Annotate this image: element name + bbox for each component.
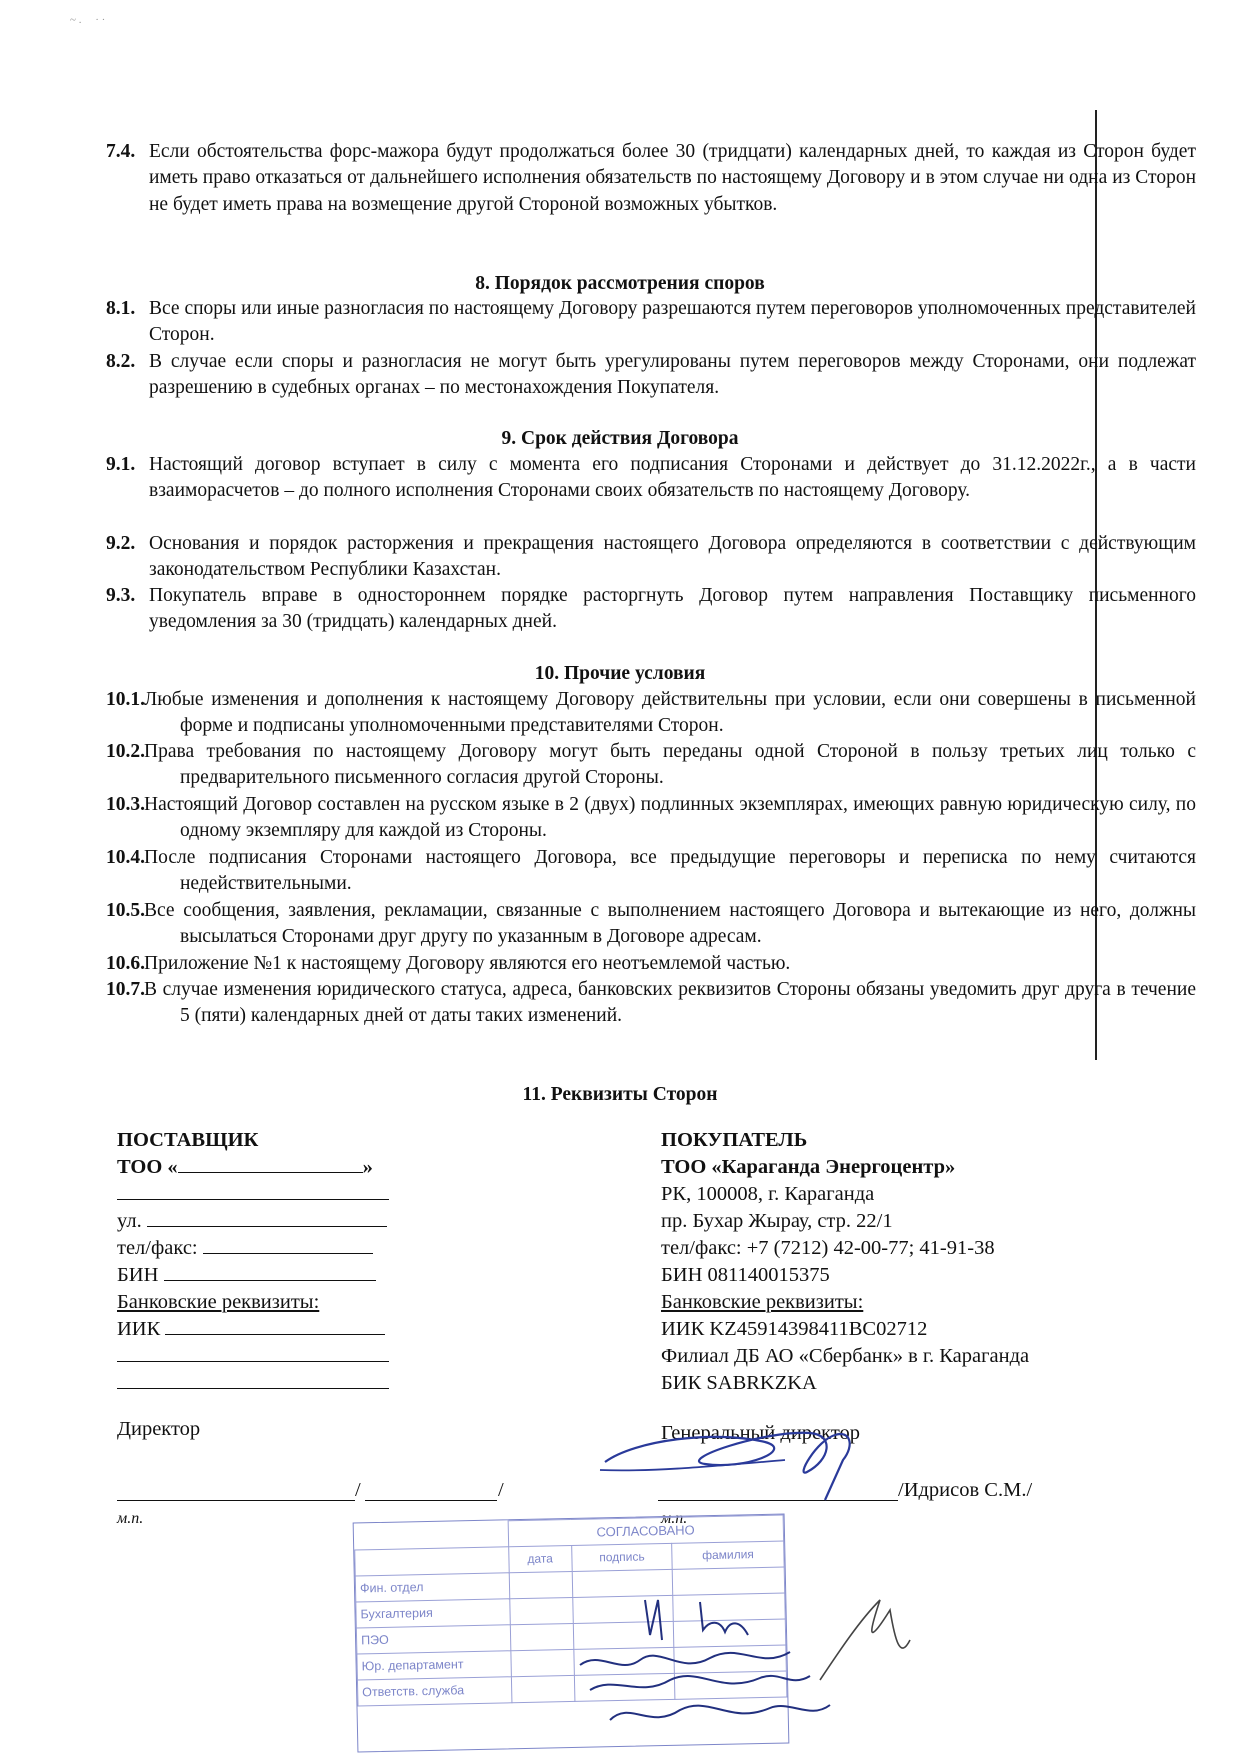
supplier-iik-label: ИИК xyxy=(117,1318,161,1340)
buyer-details xyxy=(661,1127,1181,1397)
clause-text: Настоящий договор вступает в силу с момента его подписания Сторонами и действует до 31.12.2022г., а в части взаиморасчетов – до полного исполнения Сторонами своих обязательств по настоящему Договору. xyxy=(149,454,1196,502)
clause-text: Настоящий Договор составлен на русском языке в 2 (двух) подлинных экземплярах, имеющих равную юридическую силу, по одному экземпляру для каждой из Стороны. xyxy=(144,794,1196,842)
section-10-heading: 10. Прочие условия xyxy=(534,663,706,684)
clause-text: Права требования по настоящему Договору могут быть переданы одной Стороной в пользу третьих лиц только с предварительного письменного согласия другой Стороны. xyxy=(144,741,1196,789)
signature-stroke xyxy=(820,1600,910,1680)
approval-stamp xyxy=(353,1514,790,1753)
clause-number: 8.1. xyxy=(106,298,136,319)
supplier-title: ПОСТАВЩИК xyxy=(117,1129,259,1151)
supplier-street xyxy=(117,1208,417,1235)
section-8-heading: 8. Порядок рассмотрения споров xyxy=(475,273,765,294)
buyer-address-1: РК, 100008, г. Караганда xyxy=(661,1183,875,1205)
supplier-signature-line xyxy=(117,1499,355,1501)
clause-text: Все сообщения, заявления, рекламации, связанные с выполнением настоящего Договора и вытекающие из него, должны высылаться Сторонами друг другу по указанным в Договоре адресам. xyxy=(144,900,1196,948)
supplier-org-prefix: ТОО « xyxy=(117,1156,178,1178)
clause-10-2 xyxy=(106,739,1196,792)
blank-line xyxy=(117,1370,389,1389)
stamp-row-label: ПЭО xyxy=(356,1624,510,1653)
clause-number: 10.7. xyxy=(106,979,145,1000)
clause-10-6 xyxy=(106,951,1196,977)
buyer-address-2: пр. Бухар Жырау, стр. 22/1 xyxy=(661,1210,893,1232)
clause-9-1 xyxy=(106,452,1196,505)
supplier-iik xyxy=(117,1316,417,1343)
supplier-bank-title: Банковские реквизиты: xyxy=(117,1291,320,1313)
clause-number: 9.3. xyxy=(106,585,136,606)
supplier-org xyxy=(117,1154,417,1181)
supplier-details xyxy=(117,1127,417,1397)
blank-line xyxy=(117,1343,389,1362)
signature-underline xyxy=(600,1460,785,1470)
stamp-row-label: Юр. департамент xyxy=(357,1650,511,1679)
clause-number: 8.2. xyxy=(106,351,136,372)
supplier-bin-label: БИН xyxy=(117,1264,159,1286)
stamp-row-label: Бухгалтерия xyxy=(356,1598,510,1627)
clause-number: 10.2. xyxy=(106,741,145,762)
clause-7-4 xyxy=(106,139,1196,218)
clause-10-3 xyxy=(106,792,1196,845)
scan-artifact: ~ . · · xyxy=(70,14,106,26)
clause-text: Все споры или иные разногласия по настоящему Договору разрешаются путем переговоров уполномоченных представителей Сторон. xyxy=(149,298,1196,346)
blank-line xyxy=(164,1262,376,1281)
clause-text: Приложение №1 к настоящему Договору являются его неотъемлемой частью. xyxy=(144,953,791,974)
clause-text: Основания и порядок расторжения и прекращения настоящего Договора определяются в соответствии с действующим законодательством Республики Казахстан. xyxy=(149,533,1196,581)
clause-10-7 xyxy=(106,977,1196,1030)
supplier-sig-slash: / xyxy=(355,1479,361,1501)
buyer-signer-name: /Идрисов С.М./ xyxy=(898,1479,1033,1501)
clause-10-5 xyxy=(106,898,1196,951)
clause-9-3 xyxy=(106,583,1196,636)
supplier-name-line xyxy=(365,1499,497,1501)
supplier-sig-end: / xyxy=(498,1479,504,1501)
clause-8-2 xyxy=(106,349,1196,402)
blank-line xyxy=(117,1181,389,1200)
clause-number: 10.4. xyxy=(106,847,145,868)
clause-number: 10.3. xyxy=(106,794,145,815)
blank-line xyxy=(165,1316,385,1335)
supplier-org-suffix: » xyxy=(362,1156,373,1178)
col-sign: подпись xyxy=(572,1543,673,1571)
clause-number: 9.1. xyxy=(106,454,136,475)
supplier-org-blank xyxy=(178,1154,363,1173)
clause-text: После подписания Сторонами настоящего Договора, все предыдущие переговоры и переписка по нему считаются недействительными. xyxy=(144,847,1196,895)
section-11-heading: 11. Реквизиты Сторон xyxy=(522,1084,718,1105)
supplier-phone-label: тел/факс: xyxy=(117,1237,198,1259)
clause-number: 10.5. xyxy=(106,900,145,921)
clause-10-4 xyxy=(106,845,1196,898)
clause-text: Покупатель вправе в одностороннем порядке расторгнуть Договор путем направления Поставщику письменного уведомления за 30 (тридцать) календарных дней. xyxy=(149,585,1196,633)
col-date: дата xyxy=(508,1545,572,1572)
director-signature xyxy=(595,1400,915,1510)
side-signature xyxy=(810,1580,920,1690)
buyer-bank-title: Банковские реквизиты: xyxy=(661,1291,864,1313)
clause-number: 7.4. xyxy=(106,141,136,162)
col-name: фамилия xyxy=(672,1541,784,1569)
clause-text: Любые изменения и дополнения к настоящему Договору действительны при условии, если они совершены в письменной форме и подписаны уполномоченными представителями Сторон. xyxy=(144,689,1196,737)
supplier-stamp-place: м.п. xyxy=(117,1510,144,1527)
clause-10-1 xyxy=(106,687,1196,740)
buyer-bank: Филиал ДБ АО «Сбербанк» в г. Караганда xyxy=(661,1345,1030,1367)
buyer-org: ТОО «Караганда Энергоцентр» xyxy=(661,1156,956,1178)
section-9-heading: 9. Срок действия Договора xyxy=(501,428,739,449)
buyer-title: ПОКУПАТЕЛЬ xyxy=(661,1129,808,1151)
clause-number: 10.1. xyxy=(106,689,145,710)
clause-text: В случае если споры и разногласия не могут быть урегулированы путем переговоров между Сторонами, они подлежат разрешению в судебных органах – по местонахождения Покупателя. xyxy=(149,351,1196,399)
approval-title: СОГЛАСОВАНО xyxy=(508,1515,784,1546)
blank-line xyxy=(203,1235,373,1254)
buyer-iik: ИИК KZ45914398411BC02712 xyxy=(661,1318,928,1340)
buyer-bik: БИК SABRKZKA xyxy=(661,1372,817,1394)
clause-9-2 xyxy=(106,531,1196,584)
buyer-director-label: Генеральный директор xyxy=(661,1422,861,1444)
clause-text: Если обстоятельства форс-мажора будут продолжаться более 30 (тридцати) календарных дней, то каждая из Сторон будет иметь право отказаться от дальнейшего исполнения обязательств по настоящему Договору и в этом случае ни одна из Сторон не будет иметь права на возмещение другой Стороной возможных убытков. xyxy=(149,141,1196,215)
buyer-stamp-place: м.п. xyxy=(661,1510,688,1527)
blank-line xyxy=(147,1208,387,1227)
supplier-phone xyxy=(117,1235,417,1262)
clause-8-1 xyxy=(106,296,1196,349)
buyer-signature-line xyxy=(658,1499,898,1501)
buyer-bin: БИН 081140015375 xyxy=(661,1264,830,1286)
stamp-row-label: Ответств. служба xyxy=(357,1676,511,1705)
supplier-street-label: ул. xyxy=(117,1210,142,1232)
supplier-director-label: Директор xyxy=(117,1418,201,1440)
buyer-phone: тел/факс: +7 (7212) 42-00-77; 41-91-38 xyxy=(661,1237,995,1259)
stamp-row-label: Фин. отдел xyxy=(355,1572,509,1601)
supplier-bin xyxy=(117,1262,417,1289)
clause-text: В случае изменения юридического статуса, адреса, банковских реквизитов Стороны обязаны уведомить друг друга в течение 5 (пяти) календарных дней от даты таких изменений. xyxy=(144,979,1196,1027)
clause-number: 10.6. xyxy=(106,953,145,974)
approval-table xyxy=(354,1515,788,1706)
clause-number: 9.2. xyxy=(106,533,136,554)
